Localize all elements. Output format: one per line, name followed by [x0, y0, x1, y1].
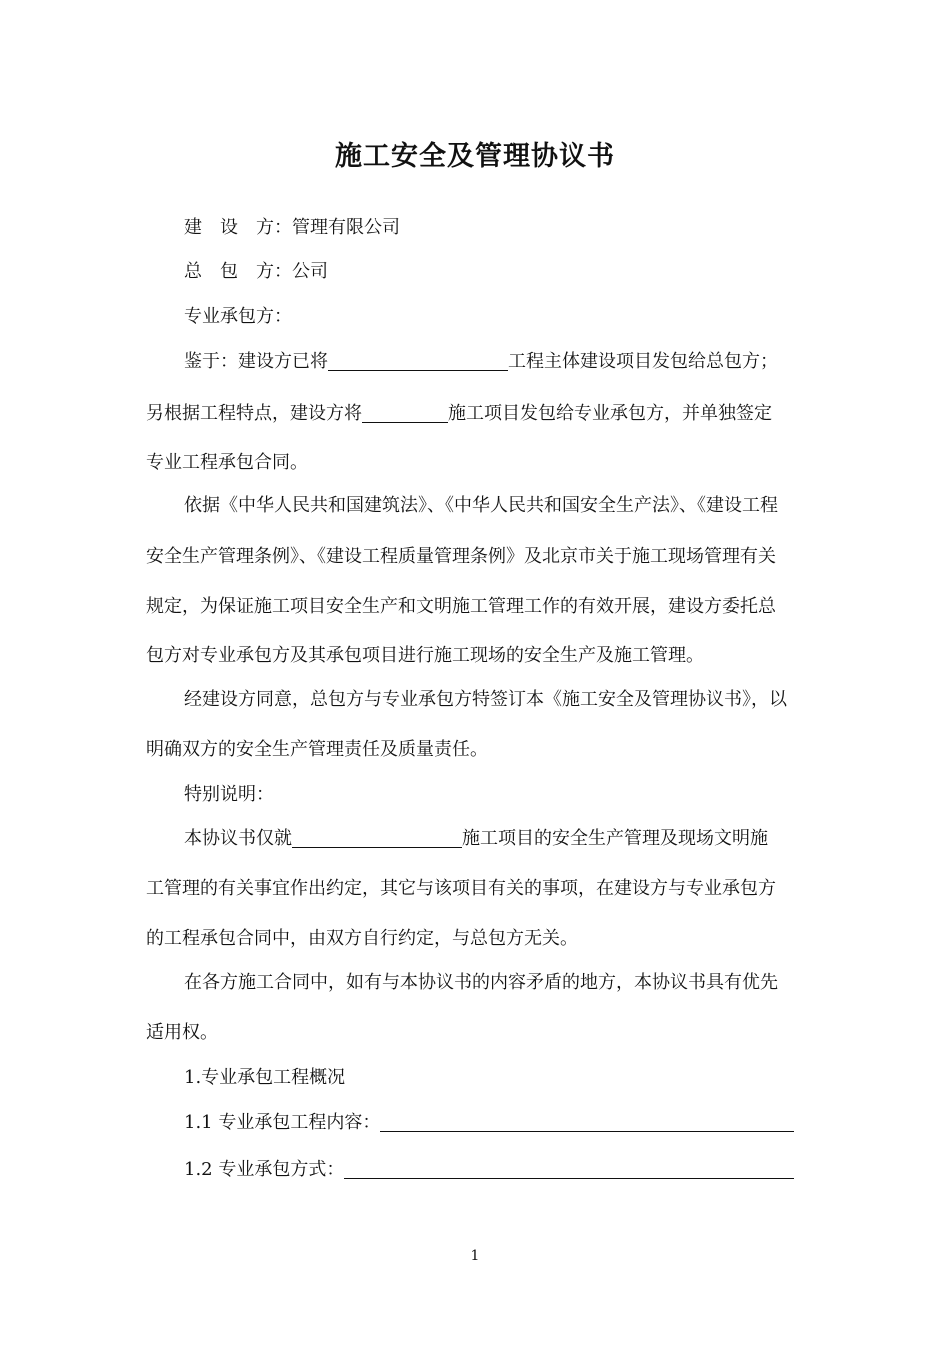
section1-item1	[184, 1110, 794, 1136]
subcontractor-line	[184, 304, 292, 330]
contract-method-blank[interactable]	[344, 1158, 794, 1179]
para3-line1: 经建设方同意，总包方与专业承包方特签订本《施工安全及管理协议书》，以	[184, 689, 787, 710]
owner-line	[184, 215, 400, 241]
para5-line1: 在各方施工合同中，如有与本协议书的内容矛盾的地方，本协议书具有优先	[184, 972, 778, 993]
para2-line3: 规定，为保证施工项目安全生产和文明施工管理工作的有效开展，建设方委托总	[146, 596, 776, 617]
para4-text-a: 本协议书仅就	[184, 828, 292, 849]
special-note-label: 特别说明：	[184, 784, 274, 805]
document-title: 施工安全及管理协议书	[335, 141, 615, 172]
para4-line1	[184, 826, 768, 852]
subcontractor-label: 专业承包方：	[184, 306, 292, 327]
para4-text-b: 施工项目的安全生产管理及现场文明施	[462, 828, 768, 849]
para1-line2	[146, 401, 772, 427]
para1-text-d: 施工项目发包给专业承包方，并单独签定	[448, 403, 772, 424]
work-content-blank[interactable]	[380, 1111, 794, 1132]
owner-value: 管理有限公司	[292, 217, 400, 238]
para3-line2: 明确双方的安全生产管理责任及质量责任。	[146, 739, 488, 760]
general-contractor-value: 公司	[292, 261, 328, 282]
page-number: 1	[470, 1248, 480, 1264]
general-contractor-line	[184, 259, 328, 285]
para2-line1: 依据《中华人民共和国建筑法》、《中华人民共和国安全生产法》、《建设工程	[184, 495, 778, 516]
owner-label: 建 设 方：	[184, 217, 292, 238]
para1-line3: 专业工程承包合同。	[146, 452, 308, 473]
item2-label: 1.2 专业承包方式：	[184, 1159, 345, 1180]
section1-heading: 1.专业承包工程概况	[184, 1067, 346, 1088]
para4-line3: 的工程承包合同中，由双方自行约定，与总包方无关。	[146, 928, 578, 949]
project-name-blank[interactable]	[328, 350, 508, 371]
para2-line4: 包方对专业承包方及其承包项目进行施工现场的安全生产及施工管理。	[146, 645, 704, 666]
general-contractor-label: 总 包 方：	[184, 261, 292, 282]
para1-text-b: 工程主体建设项目发包给总包方；	[508, 351, 778, 372]
para1-text-a: 鉴于：建设方已将	[184, 351, 328, 372]
para4-line2: 工管理的有关事宜作出约定，其它与该项目有关的事项，在建设方与专业承包方	[146, 878, 776, 899]
scope-project-blank[interactable]	[292, 827, 462, 848]
para1-line1	[184, 349, 778, 375]
para5-line2: 适用权。	[146, 1022, 218, 1043]
sub-project-blank[interactable]	[362, 402, 448, 423]
item1-label: 1.1 专业承包工程内容：	[184, 1112, 381, 1133]
para2-line2: 安全生产管理条例》、《建设工程质量管理条例》及北京市关于施工现场管理有关	[146, 546, 776, 567]
section1-item2	[184, 1157, 794, 1183]
para1-text-c: 另根据工程特点，建设方将	[146, 403, 362, 424]
